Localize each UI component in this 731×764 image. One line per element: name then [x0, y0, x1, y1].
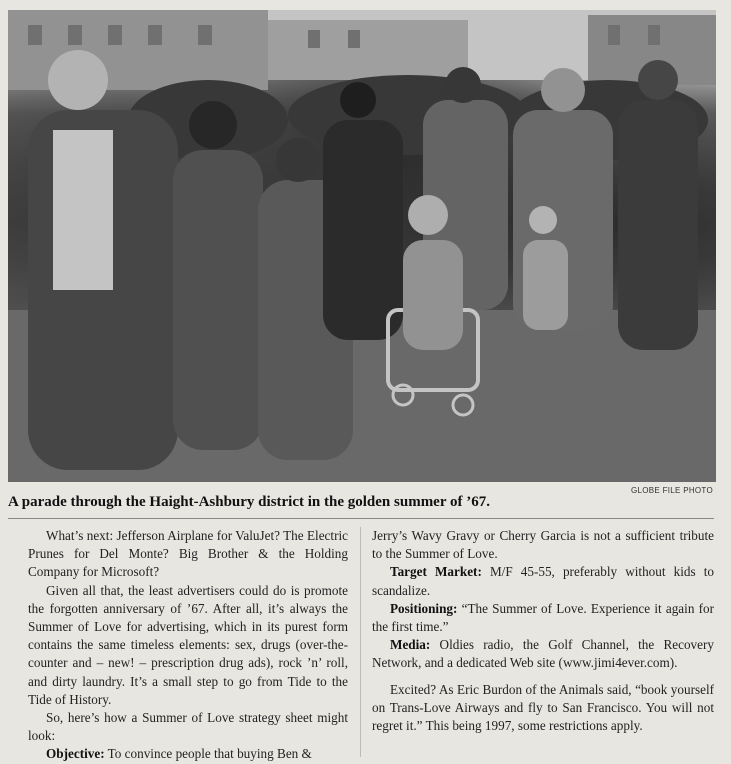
- positioning-text: “The Summer of Love. Experience it again for the first time.”: [372, 600, 714, 635]
- caption-divider: [8, 518, 714, 519]
- parade-photo: [8, 10, 716, 482]
- objective-text: To convince people that buying Ben &: [104, 746, 312, 762]
- paragraph: Given all that, the least advertisers could do is promote the forgotten anniversary of ’67. After all, it’s always the Summer of Love for advertising, which in its purest form contains the same timeless elements: sex, drugs (over-the-counter and – new! – prescription drug ads), rock ’n’ roll, and dirty laundry. It’s a small step to go from Tide to the Tide of History.: [28, 582, 348, 707]
- parade-photo-illustration: [8, 10, 716, 482]
- objective-label: Objective:: [46, 746, 105, 762]
- media-label: Media:: [390, 637, 431, 653]
- paragraph: What’s next: Jefferson Airplane for ValuJet? The Electric Prunes for Del Monte? Big Brother & the Holding Company for Microsoft?: [28, 528, 348, 580]
- paragraph: Jerry’s Wavy Gravy or Cherry Garcia is not a sufficient tribute to the Summer of Love.: [372, 528, 714, 562]
- media-text: Oldies radio, the Golf Channel, the Recovery Network, and a dedicated Web site (www.jimi4ever.com).: [372, 637, 714, 671]
- positioning-label: Positioning:: [390, 600, 458, 616]
- paragraph: [372, 563, 714, 599]
- target-market-text: M/F 45-55, preferably without kids to scandalize.: [372, 564, 714, 598]
- paragraph: [372, 636, 714, 672]
- column-divider: [360, 527, 361, 757]
- target-market-label: Target Market:: [390, 564, 482, 580]
- photo-caption: A parade through the Haight-Ashbury district in the golden summer of ’67.: [8, 494, 490, 510]
- paragraph: Excited? As Eric Burdon of the Animals said, “book yourself on Trans-Love Airways and fly to San Francisco. You will not regret it.” This being 1997, some restrictions apply.: [372, 681, 714, 734]
- photo-credit: GLOBE FILE PHOTO: [630, 486, 713, 495]
- paragraph: [28, 745, 348, 763]
- article-column-left: [28, 527, 348, 764]
- paragraph: [372, 600, 714, 636]
- article-column-right: [372, 527, 714, 735]
- paragraph: So, here’s how a Summer of Love strategy sheet might look:: [28, 710, 348, 744]
